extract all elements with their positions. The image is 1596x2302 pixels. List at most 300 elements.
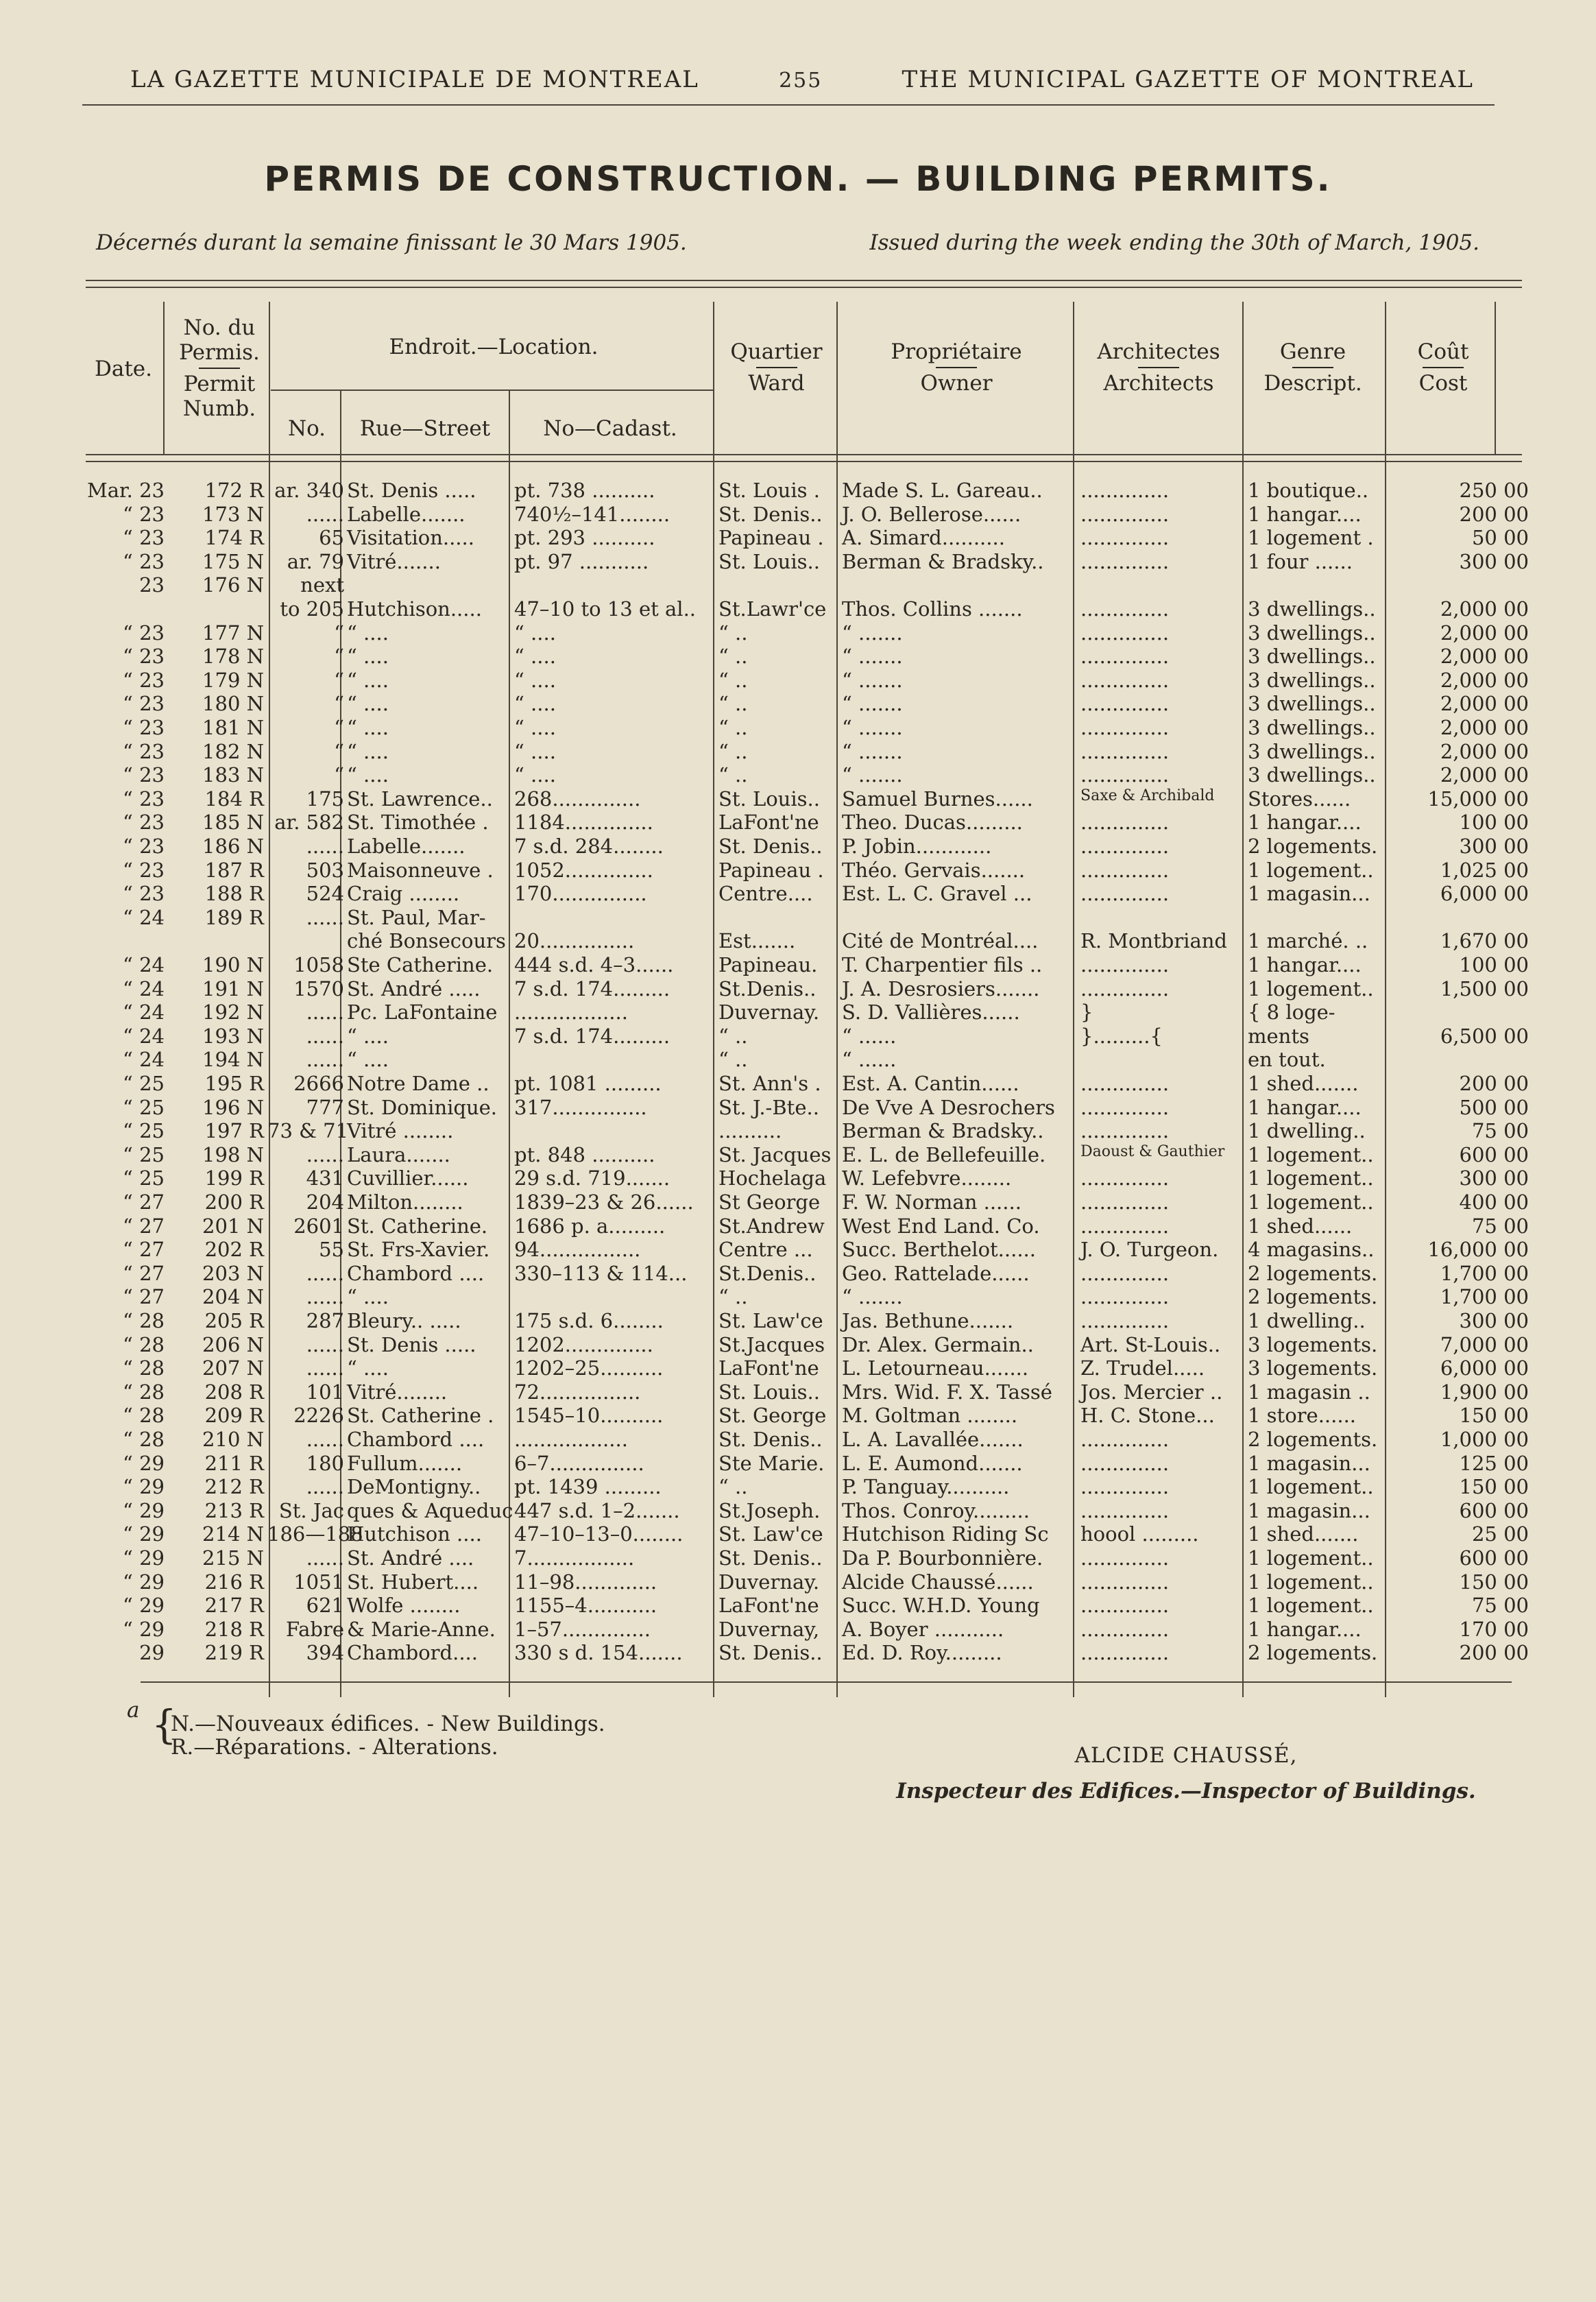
row-number: 287 [306,1309,344,1332]
row-owner: L. A. Lavallée....... [842,1428,1024,1451]
row-permit-number: 176 N [202,573,264,597]
row-number: 186—188 [267,1522,363,1546]
row-description: 3 dwellings.. [1248,716,1376,739]
row-street: & Marie-Anne. [347,1617,496,1641]
row-owner: “ ....... [842,668,903,692]
row-cadastre: 47–10 to 13 et al.. [514,597,697,621]
row-street: “ .... [347,621,389,645]
table-row [0,811,1596,834]
table-row [0,1072,1596,1095]
row-date: “ 29 [123,1522,165,1546]
row-street: Chambord .... [347,1261,485,1285]
table-row [0,787,1596,811]
row-permit-number: 213 R [204,1498,264,1522]
row-description: 1 dwelling.. [1248,1309,1366,1332]
row-permit-number: 200 R [204,1190,264,1214]
footnote-brace: { [152,1701,177,1748]
row-cadastre: 29 s.d. 719....... [514,1166,670,1190]
table-row [0,740,1596,763]
row-date: “ 28 [123,1309,165,1332]
row-description: 1 magasin .. [1248,1380,1370,1404]
row-street: St. Lawrence.. [347,787,493,811]
row-date: 29 [139,1641,165,1665]
table-row [0,1428,1596,1451]
row-architect: Saxe & Archibald [1080,787,1215,804]
row-date: “ 25 [123,1142,165,1166]
row-number: 1058 [293,953,344,976]
row-owner: M. Goltman ........ [842,1404,1018,1428]
row-date: “ 24 [123,1024,165,1048]
table-row [0,1119,1596,1142]
row-street: ché Bonsecours [347,929,506,953]
row-owner: “ ....... [842,1285,903,1309]
footnote-line-repair: R.—Réparations. - Alterations. [171,1735,498,1760]
table-row [0,573,1596,597]
header-cost-fr: Coût [1417,339,1469,364]
row-ward: St. Jacques [718,1142,832,1166]
row-cost: 75 00 [1471,1594,1529,1618]
row-cost: 2,000 00 [1440,716,1529,739]
row-cost: 1,000 00 [1440,1428,1529,1451]
row-permit-number: 219 R [204,1641,264,1665]
row-cadastre: “ .... [514,763,556,787]
row-cost: 2,000 00 [1440,763,1529,787]
row-owner: Berman & Bradsky.. [842,549,1044,573]
row-number: “ [334,716,344,739]
table-row [0,597,1596,621]
row-owner: Hutchison Riding Sc [842,1522,1049,1546]
head-rule [82,104,1495,106]
row-street: Chambord .... [347,1428,485,1451]
row-cadastre: .................. [514,1000,628,1024]
row-cost: 200 00 [1459,1072,1529,1095]
row-description: 1 shed....... [1248,1522,1359,1546]
row-street: “ .... [347,668,389,692]
table-row [0,526,1596,549]
row-ward: Papineau . [718,858,824,882]
row-number: ...... [306,1000,344,1024]
row-cadastre: 11–98............. [514,1570,657,1594]
row-number: ...... [306,1356,344,1380]
row-ward: “ .. [718,621,748,645]
row-date: “ 23 [123,502,165,526]
row-owner: E. L. de Bellefeuille. [842,1142,1046,1166]
row-architect: .............. [1080,1451,1170,1475]
row-architect: .............. [1080,1546,1170,1570]
row-cadastre: “ .... [514,716,556,739]
row-architect: .............. [1080,835,1170,858]
row-description: 1 logement.. [1248,1166,1374,1190]
row-architect: .............. [1080,479,1170,502]
table-row [0,1190,1596,1214]
row-permit-number: 214 N [202,1522,264,1546]
row-permit-number: 197 R [204,1119,264,1143]
row-street: Visitation..... [347,526,474,550]
row-ward: St.Lawr'ce [718,597,827,621]
row-cost: 1,025 00 [1440,858,1529,882]
row-cost: 6,000 00 [1440,882,1529,906]
row-description: 4 magasins.. [1248,1238,1375,1262]
row-ward: Papineau . [718,526,824,550]
row-cost: 15,000 00 [1427,787,1529,811]
row-cadastre: “ .... [514,692,556,716]
row-ward: Centre.... [718,882,813,906]
header-divider [936,367,977,368]
row-ward: “ .. [718,1024,748,1048]
row-architect: .............. [1080,645,1170,669]
table-row [0,1096,1596,1119]
row-architect: .............. [1080,1190,1170,1214]
row-architect: .............. [1080,1498,1170,1522]
row-date: “ 29 [123,1546,165,1570]
row-cost: 1,670 00 [1440,929,1529,953]
table-row [0,621,1596,645]
row-permit-number: 210 N [202,1428,264,1451]
row-street: “ .... [347,1024,389,1048]
row-number: 2601 [293,1214,344,1238]
row-date: “ 27 [123,1285,165,1309]
row-street: St. André .... [347,1546,474,1570]
row-ward: Duvernay. [718,1000,820,1024]
table-row [0,1380,1596,1404]
row-permit-number: 198 N [202,1142,264,1166]
row-owner: Made S. L. Gareau.. [842,479,1043,502]
row-number: “ [334,692,344,716]
location-subrule [271,389,713,391]
row-ward: “ .. [718,716,748,739]
row-description: 3 dwellings.. [1248,621,1376,645]
row-owner: “ ...... [842,1024,897,1048]
row-owner: Berman & Bradsky.. [842,1119,1044,1143]
row-owner: Succ. Berthelot...... [842,1238,1036,1262]
row-architect: .............. [1080,1428,1170,1451]
row-ward: “ .. [718,1285,748,1309]
row-cadastre: 20............... [514,929,635,953]
row-cadastre: 1184.............. [514,811,653,835]
row-cadastre: 175 s.d. 6........ [514,1309,664,1332]
row-street: Fullum....... [347,1451,463,1475]
row-date: “ 28 [123,1428,165,1451]
row-permit-number: 215 N [202,1546,264,1570]
header-street: Rue—Street [359,416,491,441]
row-owner: P. Jobin............ [842,835,992,858]
row-permit-number: 175 N [202,549,264,573]
row-ward: .......... [718,1119,782,1143]
row-description: 1 logement.. [1248,1594,1374,1618]
row-description: 1 marché. .. [1248,929,1368,953]
table-row [0,669,1596,692]
running-head-right: THE MUNICIPAL GAZETTE OF MONTREAL [902,66,1474,93]
row-date: “ 29 [123,1617,165,1641]
row-date: “ 24 [123,976,165,1000]
row-ward: LaFont'ne [718,1356,819,1380]
row-permit-number: 174 R [204,526,264,550]
footnote-mark: a [127,1698,140,1723]
row-description: 1 hangar.... [1248,1095,1362,1119]
row-description: 2 logements. [1248,1261,1378,1285]
row-permit-number: 187 R [204,858,264,882]
row-number: 503 [306,858,344,882]
table-row [0,1262,1596,1285]
row-number: ...... [306,1475,344,1499]
running-head [130,66,1474,93]
row-cadastre: 1202.............. [514,1332,653,1356]
row-architect: J. O. Turgeon. [1080,1238,1219,1262]
row-description: 3 logements. [1248,1332,1378,1356]
row-date: “ 23 [123,811,165,835]
row-permit-number: 199 R [204,1166,264,1190]
row-architect: .............. [1080,763,1170,787]
row-ward: St. Ann's . [718,1072,821,1095]
row-cost: 300 00 [1459,835,1529,858]
row-street: “ .... [347,645,389,669]
row-cost: 2,000 00 [1440,692,1529,716]
row-number: “ [334,621,344,645]
row-cost: 125 00 [1459,1451,1529,1475]
row-permit-number: 204 N [202,1285,264,1309]
row-number: ar. 79 [287,549,344,573]
row-cost: 2,000 00 [1440,739,1529,763]
row-ward: St.Denis.. [718,976,817,1000]
row-number: “ [334,668,344,692]
row-architect: .............. [1080,1475,1170,1499]
row-cadastre: pt. 1081 ......... [514,1072,662,1095]
row-date: “ 25 [123,1166,165,1190]
row-ward: Papineau. [718,953,818,976]
row-cadastre: “ .... [514,621,556,645]
header-permit-fr: No. du Permis. [179,315,260,365]
row-architect: Daoust & Gauthier [1080,1142,1225,1160]
row-architect: Jos. Mercier .. [1080,1380,1223,1404]
row-cost: 150 00 [1459,1404,1529,1428]
table-row [0,1546,1596,1570]
table-row [0,1356,1596,1380]
row-cost: 300 00 [1459,549,1529,573]
header-date: Date. [95,357,152,381]
table-row [0,835,1596,858]
row-cost: 170 00 [1459,1617,1529,1641]
page-title: PERMIS DE CONSTRUCTION. — BUILDING PERMITS. [264,159,1332,199]
row-permit-number: 194 N [202,1048,264,1072]
table-row [0,503,1596,526]
row-street: Wolfe ........ [347,1594,461,1618]
signature-name: ALCIDE CHAUSSÉ, [1074,1743,1298,1768]
row-permit-number: 193 N [202,1024,264,1048]
row-cadastre: 447 s.d. 1–2....... [514,1498,680,1522]
header-divider [1292,367,1333,368]
row-description: 1 logement.. [1248,976,1374,1000]
row-description: 3 dwellings.. [1248,739,1376,763]
row-date: “ 23 [123,739,165,763]
row-street: Hutchison .... [347,1522,482,1546]
row-architect: }.........{ [1080,1024,1163,1048]
row-architect: .............. [1080,1166,1170,1190]
row-ward: St. Louis.. [718,787,820,811]
row-street: St. Timothée . [347,811,489,835]
row-description: 2 logements. [1248,1428,1378,1451]
row-number: 777 [306,1095,344,1119]
row-permit-number: 183 N [202,763,264,787]
row-date: “ 27 [123,1214,165,1238]
row-architect: .............. [1080,1594,1170,1618]
row-cost: 2,000 00 [1440,597,1529,621]
row-owner: “ ....... [842,763,903,787]
row-number: ...... [306,502,344,526]
row-owner: F. W. Norman ...... [842,1190,1021,1214]
row-number: ...... [306,1332,344,1356]
row-architect: H. C. Stone... [1080,1404,1215,1428]
row-permit-number: 177 N [202,621,264,645]
header-divider [1423,367,1464,368]
row-permit-number: 212 R [204,1475,264,1499]
row-street: Hutchison..... [347,597,482,621]
row-number: 175 [306,787,344,811]
row-cost: 2,000 00 [1440,621,1529,645]
row-street: Craig ........ [347,882,460,906]
row-owner: Théo. Gervais....... [842,858,1026,882]
row-number: 2666 [293,1072,344,1095]
row-owner: W. Lefebvre........ [842,1166,1012,1190]
row-street: Vitré ........ [347,1119,454,1143]
row-permit-number: 188 R [204,882,264,906]
row-description: 1 hangar.... [1248,502,1362,526]
row-cost: 200 00 [1459,1641,1529,1665]
table-row [0,929,1596,952]
row-number: 73 & 71 [267,1119,349,1143]
row-date: “ 23 [123,858,165,882]
row-description: 1 logement.. [1248,1190,1374,1214]
row-owner: T. Charpentier fils .. [842,953,1043,976]
header-permit [168,315,271,421]
row-owner: Theo. Ducas......... [842,811,1023,835]
row-architect: .............. [1080,1119,1170,1143]
row-date: “ 27 [123,1238,165,1262]
row-owner: “ ....... [842,692,903,716]
row-description: 3 dwellings.. [1248,597,1376,621]
row-cadastre: 740½–141........ [514,502,670,526]
row-permit-number: 201 N [202,1214,264,1238]
row-description: 1 logement . [1248,526,1374,550]
row-architect: .............. [1080,1641,1170,1665]
row-owner: Alcide Chaussé...... [842,1570,1034,1594]
row-owner: A. Boyer ........... [842,1617,1004,1641]
row-ward: St. Denis.. [718,1428,823,1451]
row-cost: 600 00 [1459,1546,1529,1570]
row-architect: .............. [1080,692,1170,716]
row-street: ques & Aqueduc [347,1498,513,1522]
row-ward: “ .. [718,668,748,692]
row-street: St. Paul, Mar- [347,905,486,929]
row-cadastre: “ .... [514,739,556,763]
table-row [0,953,1596,976]
row-number: ...... [306,1024,344,1048]
row-cadastre: 268.............. [514,787,641,811]
row-street: St. Denis ..... [347,1332,476,1356]
row-description: en tout. [1248,1048,1326,1072]
row-street: “ .... [347,716,389,739]
row-description: 3 dwellings.. [1248,668,1376,692]
row-description: 3 dwellings.. [1248,692,1376,716]
row-date: Mar. 23 [87,479,165,502]
row-permit-number: 192 N [202,1000,264,1024]
row-permit-number: 173 N [202,502,264,526]
row-architect: Z. Trudel..... [1080,1356,1205,1380]
row-street: Notre Dame .. [347,1072,489,1095]
row-date: “ 23 [123,549,165,573]
header-divider [1138,367,1179,368]
row-street: Maisonneuve . [347,858,494,882]
row-cadastre: 94................ [514,1238,641,1262]
table-row [0,882,1596,905]
row-street: DeMontigny.. [347,1475,481,1499]
table-top-rule [86,280,1522,281]
row-permit-number: 180 N [202,692,264,716]
row-ward: “ .. [718,692,748,716]
row-cost: 150 00 [1459,1475,1529,1499]
header-ward-en: Ward [748,371,805,396]
row-date: “ 25 [123,1119,165,1143]
table-row [0,1285,1596,1308]
row-street: St. Catherine . [347,1404,494,1428]
row-architect: } [1080,1000,1093,1024]
subtitle-en: Issued during the week ending the 30th of March, 1905. [869,230,1479,255]
row-date: “ 27 [123,1190,165,1214]
row-street: St. Dominique. [347,1095,498,1119]
row-owner: “ ....... [842,621,903,645]
table-row [0,1000,1596,1024]
row-date: “ 23 [123,787,165,811]
row-cadastre: 317............... [514,1095,647,1119]
row-date: “ 23 [123,716,165,739]
row-ward: LaFont'ne [718,1594,819,1618]
row-description: { 8 loge- [1248,1000,1335,1024]
row-architect: .............. [1080,811,1170,835]
row-number: 1570 [293,976,344,1000]
row-cadastre: 444 s.d. 4–3...... [514,953,674,976]
row-permit-number: 195 R [204,1072,264,1095]
table-row [0,1570,1596,1594]
row-owner: Est. A. Cantin...... [842,1072,1019,1095]
row-ward: St. Denis.. [718,1641,823,1665]
row-number: ...... [306,905,344,929]
row-cost: 2,000 00 [1440,645,1529,669]
row-architect: .............. [1080,953,1170,976]
row-street: Bleury.. ..... [347,1309,461,1332]
row-permit-number: 196 N [202,1095,264,1119]
row-ward: St. Denis.. [718,1546,823,1570]
row-cost: 100 00 [1459,811,1529,835]
row-cost: 50 00 [1471,526,1529,550]
page-number: 255 [779,69,823,93]
row-owner: Est. L. C. Gravel ... [842,882,1032,906]
row-cadastre: 47–10–13–0........ [514,1522,684,1546]
row-cost: 500 00 [1459,1095,1529,1119]
row-description: 1 dwelling.. [1248,1119,1366,1143]
row-number: 180 [306,1451,344,1475]
row-date: 23 [139,573,165,597]
row-description: 1 hangar.... [1248,953,1362,976]
row-number: ...... [306,1546,344,1570]
row-owner: Thos. Collins ....... [842,597,1023,621]
row-cadastre: 170............... [514,882,647,906]
row-cost: 600 00 [1459,1498,1529,1522]
row-number: 524 [306,882,344,906]
header-divider [756,367,797,368]
row-owner: Ed. D. Roy......... [842,1641,1002,1665]
row-date: “ 23 [123,882,165,906]
header-cost [1392,339,1495,396]
row-number: 1051 [293,1570,344,1594]
